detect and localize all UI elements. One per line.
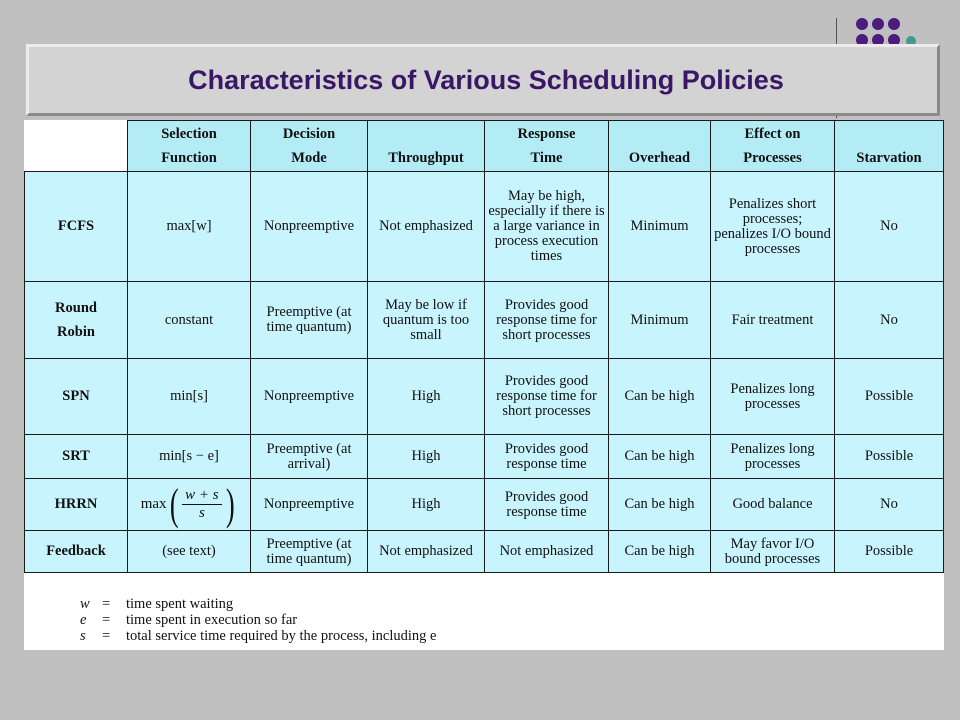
cell-overhead: Minimum (609, 172, 711, 282)
row-header-policy: FCFS (25, 172, 128, 282)
decorative-dot (872, 18, 884, 30)
legend-text: total service time required by the process, including e (126, 628, 437, 644)
formula-fraction (182, 487, 221, 522)
symbol-legend (80, 596, 436, 644)
legend-item (80, 628, 436, 644)
cell-overhead: Can be high (609, 479, 711, 531)
legend-item (80, 612, 436, 628)
formula-max: max (140, 496, 167, 512)
header-text: Processes (743, 150, 802, 166)
hrrn-formula: max ( $\frac{w + s}{s}$ ) (140, 479, 235, 529)
header-text: Decision (282, 126, 336, 142)
header-text: Response (517, 126, 576, 142)
header-text: Starvation (856, 150, 922, 166)
cell-throughput: May be low if quantum is too small (368, 282, 485, 359)
header-effect-on-processes (711, 121, 835, 172)
slide-title: Characteristics of Various Scheduling Policies (188, 64, 784, 95)
cell-effect-on-processes: May favor I/O bound processes (711, 531, 835, 573)
table-panel (24, 120, 944, 650)
formula-numerator: w + s (182, 487, 221, 505)
cell-decision-mode: Nonpreemptive (251, 172, 368, 282)
row-header-policy (25, 282, 128, 359)
decorative-dot (856, 18, 868, 30)
row-header-policy: SRT (25, 435, 128, 479)
cell-response-time: Provides good response time for short processes (485, 282, 609, 359)
cell-response-time: Not emphasized (485, 531, 609, 573)
cell-decision-mode: Nonpreemptive (251, 359, 368, 435)
cell-effect-on-processes: Good balance (711, 479, 835, 531)
decorative-dot (888, 18, 900, 30)
header-corner (25, 121, 128, 172)
row-header-policy: HRRN (25, 479, 128, 531)
legend-item (80, 596, 436, 612)
header-text: Mode (291, 150, 327, 166)
formula-denominator: s (198, 505, 205, 521)
selection-formula: max[w] (166, 218, 212, 234)
legend-text: time spent waiting (126, 596, 234, 612)
cell-throughput: Not emphasized (368, 172, 485, 282)
table-header-row (25, 121, 944, 172)
cell-response-time: Provides good response time for short processes (485, 359, 609, 435)
header-text: Time (530, 150, 563, 166)
header-text: Selection (161, 126, 217, 142)
scheduling-policies-table (24, 120, 944, 573)
legend-text: time spent in execution so far (126, 612, 298, 628)
cell-selection-function (128, 479, 251, 531)
cell-overhead: Can be high (609, 531, 711, 573)
legend-symbol: w (80, 596, 90, 612)
table-row-round-robin (25, 282, 944, 359)
cell-response-time: May be high, especially if there is a large variance in process execution times (485, 172, 609, 282)
cell-overhead: Minimum (609, 282, 711, 359)
title-bar (26, 44, 940, 116)
legend-equals: = (102, 612, 111, 628)
cell-selection-function: min[s − e] (128, 435, 251, 479)
cell-effect-on-processes: Fair treatment (711, 282, 835, 359)
cell-overhead: Can be high (609, 435, 711, 479)
cell-starvation: No (835, 282, 944, 359)
header-overhead (609, 121, 711, 172)
cell-selection-function: min[s] (128, 359, 251, 435)
header-text: Function (161, 150, 217, 166)
cell-throughput: High (368, 479, 485, 531)
cell-decision-mode: Preemptive (at time quantum) (251, 531, 368, 573)
cell-decision-mode: Nonpreemptive (251, 479, 368, 531)
row-header-policy: SPN (25, 359, 128, 435)
row-header-text: Robin (57, 324, 95, 340)
header-starvation (835, 121, 944, 172)
header-selection-function (128, 121, 251, 172)
header-throughput (368, 121, 485, 172)
cell-decision-mode: Preemptive (at time quantum) (251, 282, 368, 359)
cell-throughput: High (368, 359, 485, 435)
row-header-text: Round (55, 300, 97, 316)
cell-selection-function: (see text) (128, 531, 251, 573)
header-decision-mode (251, 121, 368, 172)
table-row-spn (25, 359, 944, 435)
row-header-policy: Feedback (25, 531, 128, 573)
cell-starvation: Possible (835, 531, 944, 573)
cell-starvation: No (835, 479, 944, 531)
cell-overhead: Can be high (609, 359, 711, 435)
cell-effect-on-processes: Penalizes long processes (711, 359, 835, 435)
table-row-srt (25, 435, 944, 479)
table-row-hrrn (25, 479, 944, 531)
cell-starvation: Possible (835, 359, 944, 435)
cell-starvation: Possible (835, 435, 944, 479)
cell-throughput: High (368, 435, 485, 479)
legend-equals: = (102, 628, 111, 644)
header-text: Overhead (628, 150, 691, 166)
cell-decision-mode: Preemptive (at arrival) (251, 435, 368, 479)
cell-effect-on-processes: Penalizes short processes; penalizes I/O bound processes (711, 172, 835, 282)
header-response-time (485, 121, 609, 172)
cell-response-time: Provides good response time (485, 435, 609, 479)
table-row-feedback (25, 531, 944, 573)
cell-selection-function: constant (128, 282, 251, 359)
legend-equals: = (102, 596, 111, 612)
header-text: Throughput (388, 150, 464, 166)
header-text: Effect on (744, 126, 801, 142)
cell-response-time: Provides good response time (485, 479, 609, 531)
table-row-fcfs (25, 172, 944, 282)
cell-selection-function (128, 172, 251, 282)
cell-starvation: No (835, 172, 944, 282)
legend-symbol: e (80, 612, 87, 628)
cell-throughput: Not emphasized (368, 531, 485, 573)
legend-symbol: s (80, 628, 86, 644)
cell-effect-on-processes: Penalizes long processes (711, 435, 835, 479)
